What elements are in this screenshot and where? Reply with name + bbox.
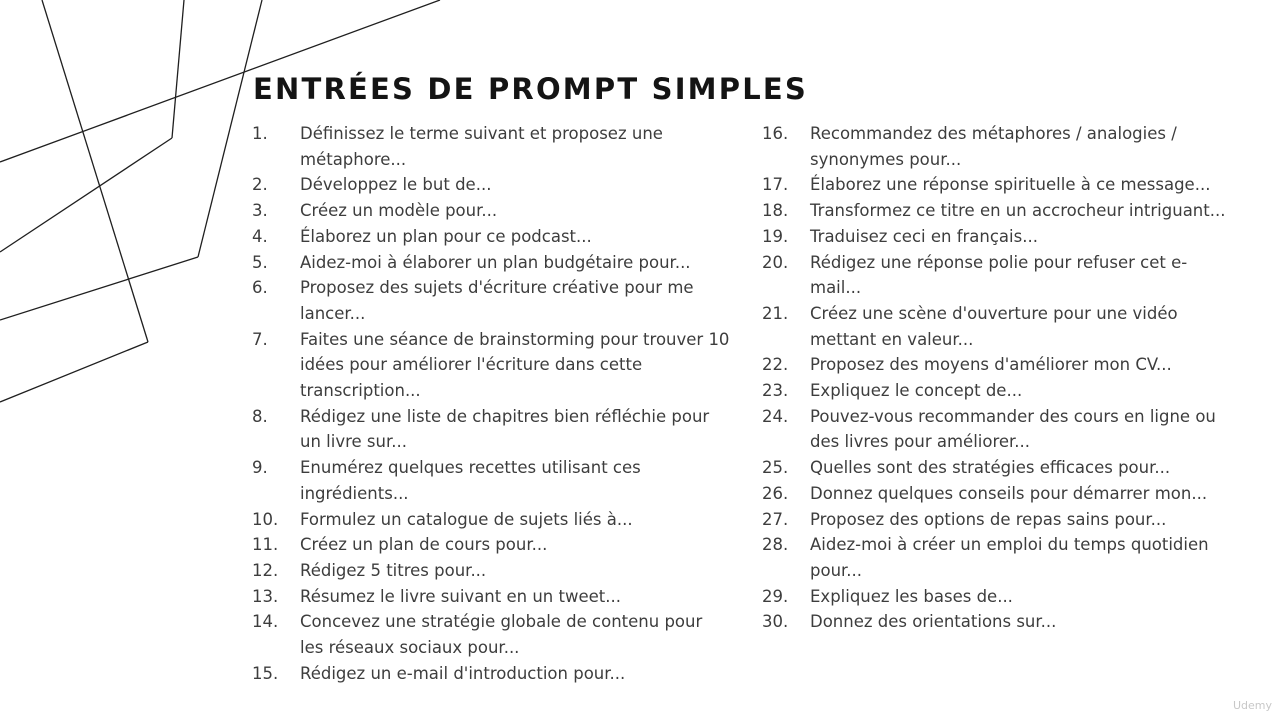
item-text: Définissez le terme suivant et proposez une métaphore...: [300, 124, 663, 169]
item-number: 10.: [252, 509, 279, 529]
item-text: Proposez des options de repas sains pour...: [810, 509, 1167, 529]
item-text: Expliquez le concept de...: [810, 381, 1023, 401]
item-number: 15.: [252, 663, 279, 683]
item-number: 26.: [762, 483, 789, 503]
list-item: [252, 532, 742, 558]
decor-line: [42, 0, 148, 342]
item-number: 20.: [762, 252, 789, 272]
decor-line: [0, 257, 198, 320]
item-text: Rédigez 5 titres pour...: [300, 560, 487, 580]
list-item: [252, 507, 742, 533]
item-number: 14.: [252, 612, 279, 632]
item-number: 13.: [252, 586, 279, 606]
item-number: 8.: [252, 406, 268, 426]
item-number: 24.: [762, 406, 789, 426]
list-item: [252, 558, 742, 584]
item-number: 7.: [252, 329, 268, 349]
decor-line: [172, 0, 184, 138]
item-text: Concevez une stratégie globale de contenu pour les réseaux sociaux pour...: [300, 612, 703, 658]
item-text: Pouvez-vous recommander des cours en ligne ou des livres pour améliorer...: [810, 406, 1216, 452]
list-item: [252, 584, 742, 610]
prompt-list-right: [762, 121, 1252, 635]
item-text: Recommandez des métaphores / analogies / synonymes pour...: [810, 124, 1177, 169]
item-text: Proposez des moyens d'améliorer mon CV...: [810, 355, 1172, 375]
list-item: [762, 481, 1252, 507]
list-item: [762, 301, 1252, 352]
list-item: [252, 609, 742, 660]
list-item: [762, 250, 1252, 301]
item-text: Développez le but de...: [300, 175, 492, 195]
item-number: 3.: [252, 201, 268, 221]
item-text: Créez un modèle pour...: [300, 201, 498, 221]
decor-line: [0, 342, 148, 402]
item-text: Donnez quelques conseils pour démarrer mon...: [810, 483, 1208, 503]
list-item: [762, 584, 1252, 610]
prompt-list-left: [252, 121, 742, 686]
list-item: [762, 198, 1252, 224]
item-number: 9.: [252, 458, 268, 478]
item-number: 21.: [762, 303, 789, 323]
list-item: [762, 532, 1252, 583]
list-item: [762, 609, 1252, 635]
list-item: [762, 172, 1252, 198]
list-item: [252, 121, 742, 172]
item-number: 18.: [762, 201, 789, 221]
item-text: Rédigez une réponse polie pour refuser cet e-mail...: [810, 252, 1188, 298]
list-item: [252, 250, 742, 276]
watermark-logo: Udemy: [1232, 699, 1272, 712]
item-text: Aidez-moi à élaborer un plan budgétaire pour...: [300, 252, 691, 272]
list-item: [252, 172, 742, 198]
item-text: Résumez le livre suivant en un tweet...: [300, 586, 621, 606]
item-number: 29.: [762, 586, 789, 606]
item-text: Rédigez un e-mail d'introduction pour...: [300, 663, 626, 683]
item-number: 25.: [762, 458, 789, 478]
item-text: Formulez un catalogue de sujets liés à...: [300, 509, 633, 529]
item-number: 30.: [762, 612, 789, 632]
item-text: Aidez-moi à créer un emploi du temps quotidien pour...: [810, 535, 1209, 580]
item-number: 12.: [252, 560, 279, 580]
list-item: [252, 661, 742, 687]
item-text: Traduisez ceci en français...: [810, 226, 1038, 246]
item-text: Faites une séance de brainstorming pour trouver 10 idées pour améliorer l'écriture dans cette transcription...: [300, 329, 730, 401]
list-item: [252, 404, 742, 455]
item-text: Quelles sont des stratégies efficaces pour...: [810, 458, 1171, 478]
item-text: Créez une scène d'ouverture pour une vidéo mettant en valeur...: [810, 303, 1178, 349]
list-item: [252, 455, 742, 506]
item-text: Expliquez les bases de...: [810, 586, 1013, 606]
item-number: 5.: [252, 252, 268, 272]
list-item: [762, 378, 1252, 404]
list-item: [762, 352, 1252, 378]
item-number: 2.: [252, 175, 268, 195]
item-number: 16.: [762, 124, 789, 143]
list-item: [762, 224, 1252, 250]
list-item: [252, 198, 742, 224]
item-text: Enumérez quelques recettes utilisant ces ingrédients...: [300, 458, 641, 503]
item-text: Élaborez un plan pour ce podcast...: [300, 226, 592, 246]
list-item: [252, 275, 742, 326]
item-number: 1.: [252, 124, 268, 143]
list-item: [252, 327, 742, 404]
item-number: 17.: [762, 175, 789, 195]
item-text: Proposez des sujets d'écriture créative pour me lancer...: [300, 278, 694, 323]
item-text: Élaborez une réponse spirituelle à ce message...: [810, 175, 1211, 195]
list-item: [762, 404, 1252, 455]
item-number: 27.: [762, 509, 789, 529]
item-text: Créez un plan de cours pour...: [300, 535, 548, 555]
item-number: 11.: [252, 535, 279, 555]
item-number: 4.: [252, 226, 268, 246]
item-number: 28.: [762, 535, 789, 555]
item-text: Transformez ce titre en un accrocheur intriguant...: [810, 201, 1226, 221]
list-item: [252, 224, 742, 250]
slide-title: ENTRÉES DE PROMPT SIMPLES: [253, 72, 808, 106]
item-number: 23.: [762, 381, 789, 401]
item-number: 22.: [762, 355, 789, 375]
item-text: Donnez des orientations sur...: [810, 612, 1057, 632]
item-text: Rédigez une liste de chapitres bien réfléchie pour un livre sur...: [300, 406, 710, 452]
item-number: 19.: [762, 226, 789, 246]
decor-line: [0, 138, 172, 252]
list-item: [762, 455, 1252, 481]
list-item: [762, 507, 1252, 533]
item-number: 6.: [252, 278, 268, 298]
list-item: [762, 121, 1252, 172]
